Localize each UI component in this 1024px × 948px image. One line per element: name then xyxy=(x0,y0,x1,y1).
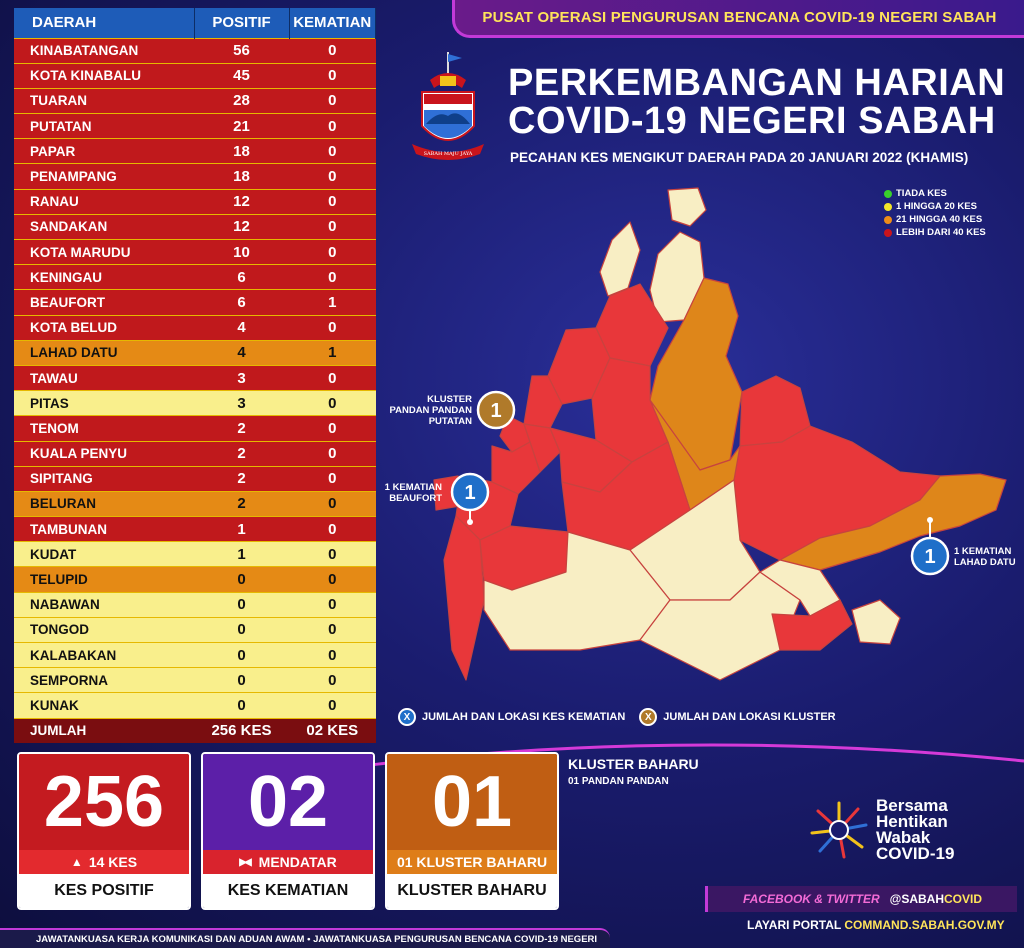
district-deaths: 0 xyxy=(289,214,376,239)
column-header-positive: POSITIF xyxy=(194,8,289,38)
district-positive: 10 xyxy=(194,240,289,265)
district-name: SEMPORNA xyxy=(14,668,194,693)
district-name: PAPAR xyxy=(14,139,194,164)
district-name: KINABATANGAN xyxy=(14,38,194,63)
table-row xyxy=(14,567,376,592)
table-row xyxy=(14,592,376,617)
district-name: KUDAT xyxy=(14,542,194,567)
table-row xyxy=(14,63,376,88)
table-row xyxy=(14,38,376,63)
district-positive: 0 xyxy=(194,668,289,693)
new-cluster-title: KLUSTER BAHARU xyxy=(568,756,699,772)
social-handle[interactable]: @SABAHCOVID xyxy=(889,892,983,906)
campaign-slogan: Bersama Hentikan Wabak COVID-19 xyxy=(876,796,955,863)
district-deaths: 0 xyxy=(289,240,376,265)
legend-label: 21 HINGGA 40 KES xyxy=(896,214,983,225)
title-line-1: PERKEMBANGAN HARIAN xyxy=(508,62,1006,104)
district-positive: 3 xyxy=(194,365,289,390)
table-row xyxy=(14,517,376,542)
cluster-marker-label: KLUSTER PANDAN PANDAN PUTATAN xyxy=(389,394,472,427)
cluster-marker xyxy=(478,392,514,428)
table-row xyxy=(14,693,376,718)
district-deaths: 0 xyxy=(289,668,376,693)
portal-link-row: LAYARI PORTAL COMMAND.SABAH.GOV.MY xyxy=(747,918,1005,932)
district-positive: 2 xyxy=(194,491,289,516)
legend-label: LEBIH DARI 40 KES xyxy=(896,227,986,238)
district-name: TELUPID xyxy=(14,567,194,592)
district-name: KUALA PENYU xyxy=(14,441,194,466)
district-deaths: 0 xyxy=(289,315,376,340)
district-name: TAWAU xyxy=(14,365,194,390)
table-row xyxy=(14,139,376,164)
table-row xyxy=(14,466,376,491)
column-header-deaths: KEMATIAN xyxy=(289,8,376,38)
cluster-value: 01 xyxy=(387,754,557,850)
district-name: LAHAD DATU xyxy=(14,340,194,365)
district-positive: 1 xyxy=(194,517,289,542)
district-positive: 4 xyxy=(194,340,289,365)
district-deaths: 1 xyxy=(289,340,376,365)
district-name: KENINGAU xyxy=(14,265,194,290)
district-name: SIPITANG xyxy=(14,466,194,491)
district-deaths: 0 xyxy=(289,139,376,164)
district-deaths: 0 xyxy=(289,38,376,63)
district-deaths: 0 xyxy=(289,491,376,516)
district-sipitang xyxy=(444,516,484,680)
district-deaths: 0 xyxy=(289,416,376,441)
legend-death: X JUMLAH DAN LOKASI KES KEMATIAN xyxy=(398,708,625,726)
district-deaths: 0 xyxy=(289,542,376,567)
district-name: RANAU xyxy=(14,189,194,214)
deaths-card xyxy=(201,752,375,910)
sabah-map xyxy=(400,180,1020,700)
district-positive: 0 xyxy=(194,693,289,718)
district-deaths: 0 xyxy=(289,441,376,466)
page-title xyxy=(508,62,1006,142)
district-name: KOTA KINABALU xyxy=(14,63,194,88)
table-row xyxy=(14,643,376,668)
table-row xyxy=(14,114,376,139)
cluster-card xyxy=(385,752,559,910)
social-bar xyxy=(705,886,1017,912)
district-name: NABAWAN xyxy=(14,592,194,617)
district-deaths: 0 xyxy=(289,592,376,617)
total-positive: 256 KES xyxy=(194,718,289,743)
table-row xyxy=(14,542,376,567)
district-name: PENAMPANG xyxy=(14,164,194,189)
cluster-change: 01 KLUSTER BAHARU xyxy=(387,850,557,874)
district-name: KALABAKAN xyxy=(14,643,194,668)
table-body xyxy=(14,38,376,718)
district-positive: 6 xyxy=(194,265,289,290)
district-deaths: 0 xyxy=(289,617,376,642)
district-deaths: 0 xyxy=(289,567,376,592)
header-banner: PUSAT OPERASI PENGURUSAN BENCANA COVID-19 NEGERI SABAH xyxy=(452,0,1024,38)
district-deaths: 0 xyxy=(289,391,376,416)
table-header-row xyxy=(14,8,376,38)
table-row xyxy=(14,164,376,189)
district-positive: 18 xyxy=(194,164,289,189)
district-deaths: 0 xyxy=(289,517,376,542)
district-positive: 2 xyxy=(194,441,289,466)
table-row xyxy=(14,214,376,239)
page-subtitle: PECAHAN KES MENGIKUT DAERAH PADA 20 JANUARI 2022 (KHAMIS) xyxy=(510,150,969,165)
district-deaths: 0 xyxy=(289,114,376,139)
table-row xyxy=(14,265,376,290)
district-deaths: 1 xyxy=(289,290,376,315)
district-positive: 6 xyxy=(194,290,289,315)
district-name: KUNAK xyxy=(14,693,194,718)
table-row xyxy=(14,391,376,416)
table-row xyxy=(14,315,376,340)
deaths-change: ▶◀ MENDATAR xyxy=(203,850,373,874)
column-header-district: DAERAH xyxy=(14,8,194,38)
district-positive: 12 xyxy=(194,189,289,214)
campaign-logo xyxy=(808,798,954,862)
table-row xyxy=(14,240,376,265)
table-row xyxy=(14,416,376,441)
virus-burst-icon xyxy=(808,799,870,861)
positive-cases-card xyxy=(17,752,191,910)
table-row xyxy=(14,340,376,365)
district-name: TONGOD xyxy=(14,617,194,642)
district-positive: 45 xyxy=(194,63,289,88)
cluster-marker-count: 1 xyxy=(490,400,502,422)
district-positive: 21 xyxy=(194,114,289,139)
district-positive: 0 xyxy=(194,592,289,617)
death-marker-lahad-datu-label: 1 KEMATIAN LAHAD DATU xyxy=(954,546,1016,568)
positive-cases-value: 256 xyxy=(19,754,189,850)
table-row xyxy=(14,441,376,466)
district-name: BELURAN xyxy=(14,491,194,516)
up-triangle-icon: ▲ xyxy=(70,855,83,869)
district-positive: 28 xyxy=(194,88,289,113)
legend-label: 1 HINGGA 20 KES xyxy=(896,201,977,212)
district-positive: 0 xyxy=(194,643,289,668)
district-positive: 56 xyxy=(194,38,289,63)
district-deaths: 0 xyxy=(289,265,376,290)
death-marker-beaufort-count: 1 xyxy=(464,482,476,504)
positive-cases-label: KES POSITIF xyxy=(19,874,189,908)
district-positive: 12 xyxy=(194,214,289,239)
district-positive: 1 xyxy=(194,542,289,567)
map-marker-legend xyxy=(398,708,836,726)
district-deaths: 0 xyxy=(289,643,376,668)
deaths-label: KES KEMATIAN xyxy=(203,874,373,908)
table-row xyxy=(14,668,376,693)
district-positive: 2 xyxy=(194,466,289,491)
district-deaths: 0 xyxy=(289,189,376,214)
death-marker-legend-icon: X xyxy=(398,708,416,726)
district-name: KOTA MARUDU xyxy=(14,240,194,265)
district-deaths: 0 xyxy=(289,88,376,113)
death-marker-lahad-datu-count: 1 xyxy=(924,546,936,568)
district-name: KOTA BELUD xyxy=(14,315,194,340)
district-name: SANDAKAN xyxy=(14,214,194,239)
district-positive: 0 xyxy=(194,617,289,642)
new-cluster-detail: 01 PANDAN PANDAN xyxy=(568,776,669,787)
district-name: PUTATAN xyxy=(14,114,194,139)
cluster-label: KLUSTER BAHARU xyxy=(387,874,557,908)
district-name: TUARAN xyxy=(14,88,194,113)
district-positive: 3 xyxy=(194,391,289,416)
district-name: PITAS xyxy=(14,391,194,416)
district-banggi xyxy=(668,188,706,226)
table-row xyxy=(14,290,376,315)
total-label: JUMLAH xyxy=(14,718,194,743)
footer-bar: JAWATANKUASA KERJA KOMUNIKASI DAN ADUAN AWAM • JAWATANKUASA PENGURUSAN BENCANA COVID-19 NEGERI xyxy=(0,928,610,948)
district-semporna xyxy=(852,600,900,644)
district-table xyxy=(14,8,376,743)
district-positive: 0 xyxy=(194,567,289,592)
cluster-marker-legend-icon: X xyxy=(639,708,657,726)
district-deaths: 0 xyxy=(289,63,376,88)
table-row xyxy=(14,617,376,642)
legend-label: TIADA KES xyxy=(896,188,947,199)
district-name: BEAUFORT xyxy=(14,290,194,315)
table-row xyxy=(14,491,376,516)
death-marker-beaufort-label: 1 KEMATIAN BEAUFORT xyxy=(384,482,442,504)
crest-motto: SABAH MAJU JAYA xyxy=(423,151,473,157)
title-line-2: COVID-19 NEGERI SABAH xyxy=(508,100,996,142)
table-row xyxy=(14,189,376,214)
table-row xyxy=(14,88,376,113)
district-deaths: 0 xyxy=(289,365,376,390)
portal-url-link[interactable]: COMMAND.SABAH.GOV.MY xyxy=(844,918,1005,932)
new-cluster-note xyxy=(568,756,699,787)
total-deaths: 02 KES xyxy=(289,718,376,743)
district-deaths: 0 xyxy=(289,693,376,718)
district-positive: 4 xyxy=(194,315,289,340)
district-deaths: 0 xyxy=(289,466,376,491)
district-name: TENOM xyxy=(14,416,194,441)
district-positive: 2 xyxy=(194,416,289,441)
table-row xyxy=(14,365,376,390)
positive-cases-change: ▲ 14 KES xyxy=(19,850,189,874)
district-deaths: 0 xyxy=(289,164,376,189)
district-kudat xyxy=(600,222,640,296)
sabah-crest-icon xyxy=(410,48,486,166)
social-platforms: FACEBOOK & TWITTER xyxy=(742,892,880,906)
flat-trend-icon: ▶◀ xyxy=(239,856,249,868)
district-positive: 18 xyxy=(194,139,289,164)
legend-cluster: X JUMLAH DAN LOKASI KLUSTER xyxy=(639,708,835,726)
district-name: TAMBUNAN xyxy=(14,517,194,542)
deaths-value: 02 xyxy=(203,754,373,850)
total-row xyxy=(14,718,376,743)
